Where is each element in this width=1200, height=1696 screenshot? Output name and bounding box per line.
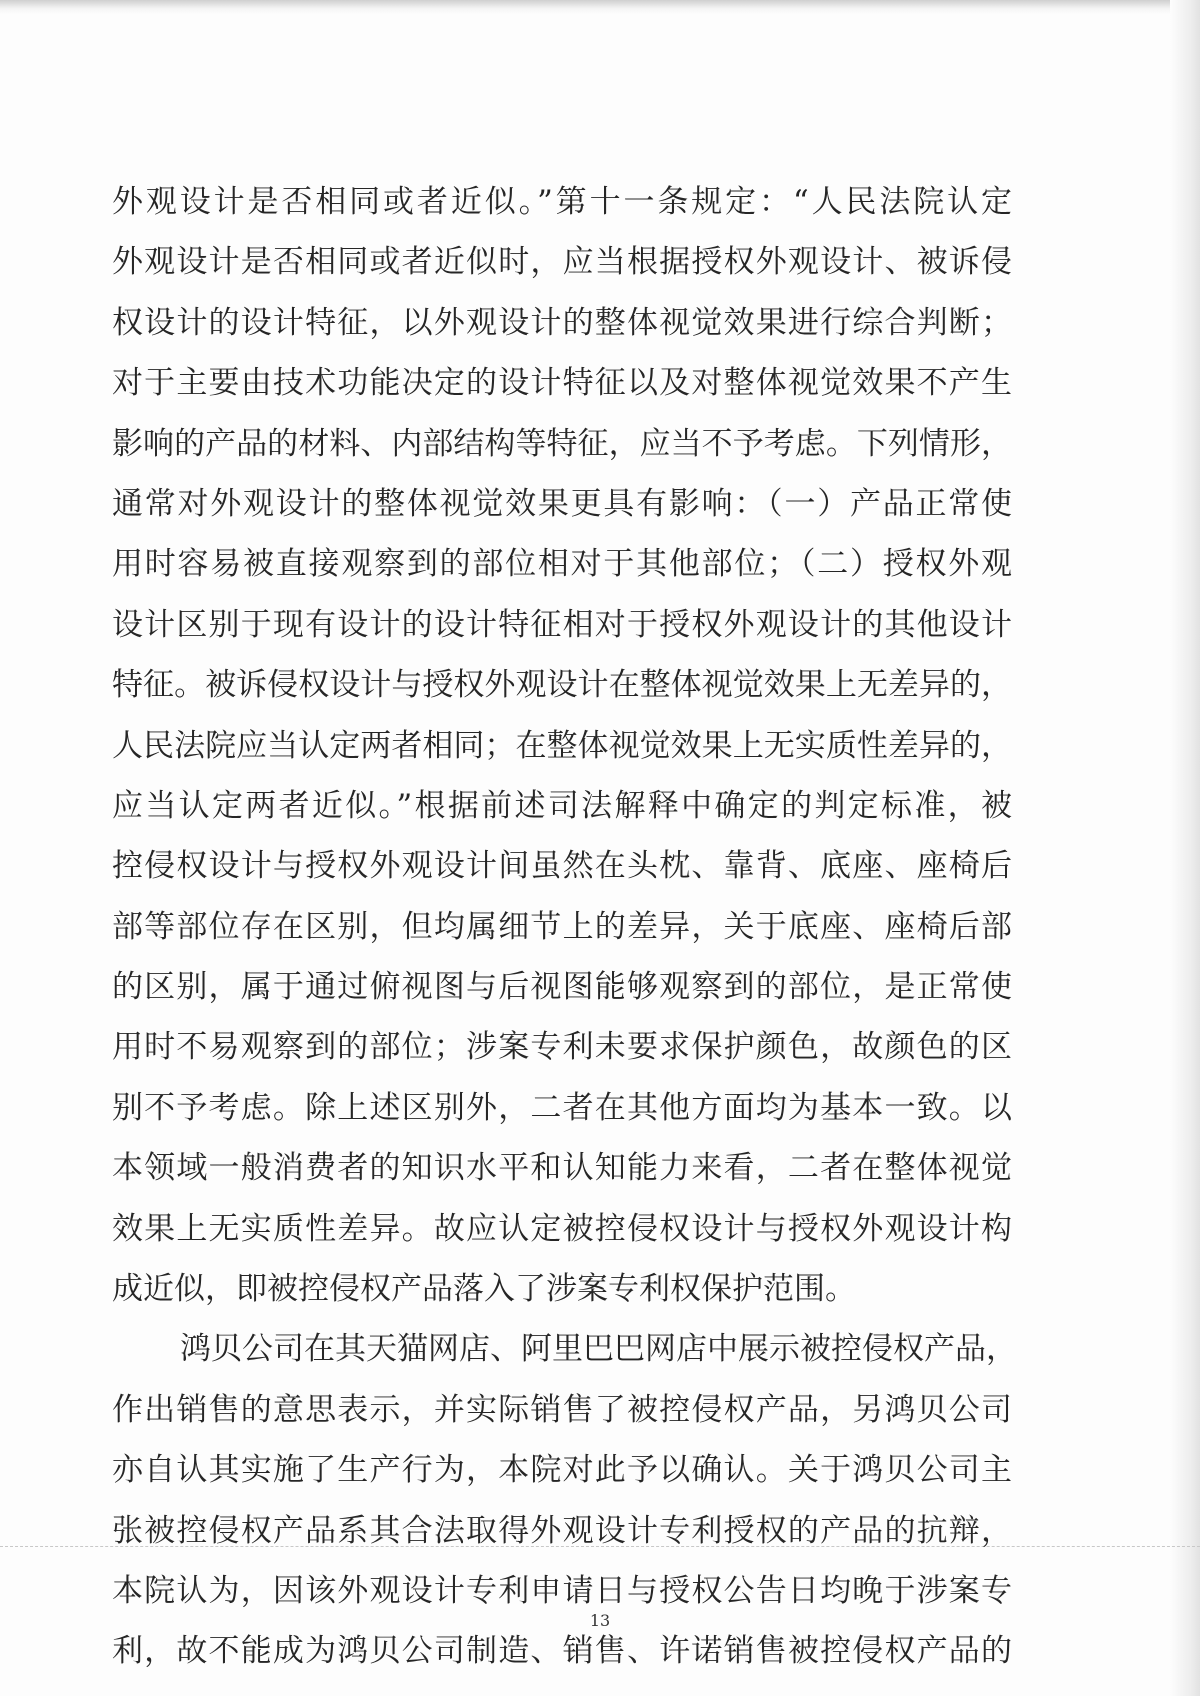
- text-line: 效果上无实质性差异。故应认定被控侵权设计与授权外观设计构: [112, 1210, 1012, 1247]
- text-line: 的区别，属于通过俯视图与后视图能够观察到的部位，是正常使: [112, 969, 1012, 1006]
- scan-top-edge: [0, 0, 1200, 14]
- text-line: 对于主要由技术功能决定的设计特征以及对整体视觉效果不产生: [112, 365, 1012, 402]
- text-line: 部等部位存在区别，但均属细节上的差异，关于底座、座椅后部: [112, 908, 1012, 945]
- text-line: 应当认定两者近似。”根据前述司法解释中确定的判定标准，被: [112, 787, 1012, 824]
- text-line: 本院认为，因该外观设计专利申请日与授权公告日均晚于涉案专: [112, 1572, 1012, 1609]
- text-line: 外观设计是否相同或者近似时，应当根据授权外观设计、被诉侵: [112, 244, 1012, 281]
- text-line: 本领域一般消费者的知识水平和认知能力来看，二者在整体视觉: [112, 1150, 1012, 1187]
- text-line: 特征。被诉侵权设计与授权外观设计在整体视觉效果上无差异的，: [112, 667, 1012, 704]
- text-line: 外观设计是否相同或者近似。”第十一条规定：“人民法院认定: [112, 184, 1012, 220]
- text-line: 别不予考虑。除上述区别外，二者在其他方面均为基本一致。以: [112, 1089, 1012, 1126]
- text-line: 利，故不能成为鸿贝公司制造、销售、许诺销售被控侵权产品的: [112, 1633, 1012, 1670]
- page-number: 13: [589, 1611, 611, 1630]
- body-text: [112, 172, 1017, 1682]
- text-line: 权设计的设计特征，以外观设计的整体视觉效果进行综合判断；: [112, 304, 1012, 341]
- text-line: 张被控侵权产品系其合法取得外观设计专利授权的产品的抗辩，: [112, 1512, 1012, 1549]
- text-line: 用时容易被直接观察到的部位相对于其他部位；（二）授权外观: [112, 546, 1012, 583]
- text-line: 用时不易观察到的部位；涉案专利未要求保护颜色，故颜色的区: [112, 1029, 1012, 1066]
- text-line: 控侵权设计与授权外观设计间虽然在头枕、靠背、底座、座椅后: [112, 848, 1012, 885]
- scan-right-edge: [1170, 0, 1200, 1696]
- text-line: 亦自认其实施了生产行为，本院对此予以确认。关于鸿贝公司主: [112, 1452, 1012, 1489]
- text-line: 作出销售的意思表示，并实际销售了被控侵权产品，另鸿贝公司: [112, 1391, 1012, 1428]
- text-line: 人民法院应当认定两者相同；在整体视觉效果上无实质性差异的，: [112, 727, 1012, 764]
- text-line: 通常对外观设计的整体视觉效果更具有影响：（一）产品正常使: [112, 485, 1012, 522]
- text-line: 设计区别于现有设计的设计特征相对于授权外观设计的其他设计: [112, 606, 1012, 643]
- paragraph-start-line: 鸿贝公司在其天猫网店、阿里巴巴网店中展示被控侵权产品，: [180, 1331, 1017, 1368]
- paragraph-end-line: 成近似，即被控侵权产品落入了涉案专利权保护范围。: [112, 1271, 856, 1308]
- text-line: 影响的产品的材料、内部结构等特征，应当不予考虑。下列情形，: [112, 425, 1012, 462]
